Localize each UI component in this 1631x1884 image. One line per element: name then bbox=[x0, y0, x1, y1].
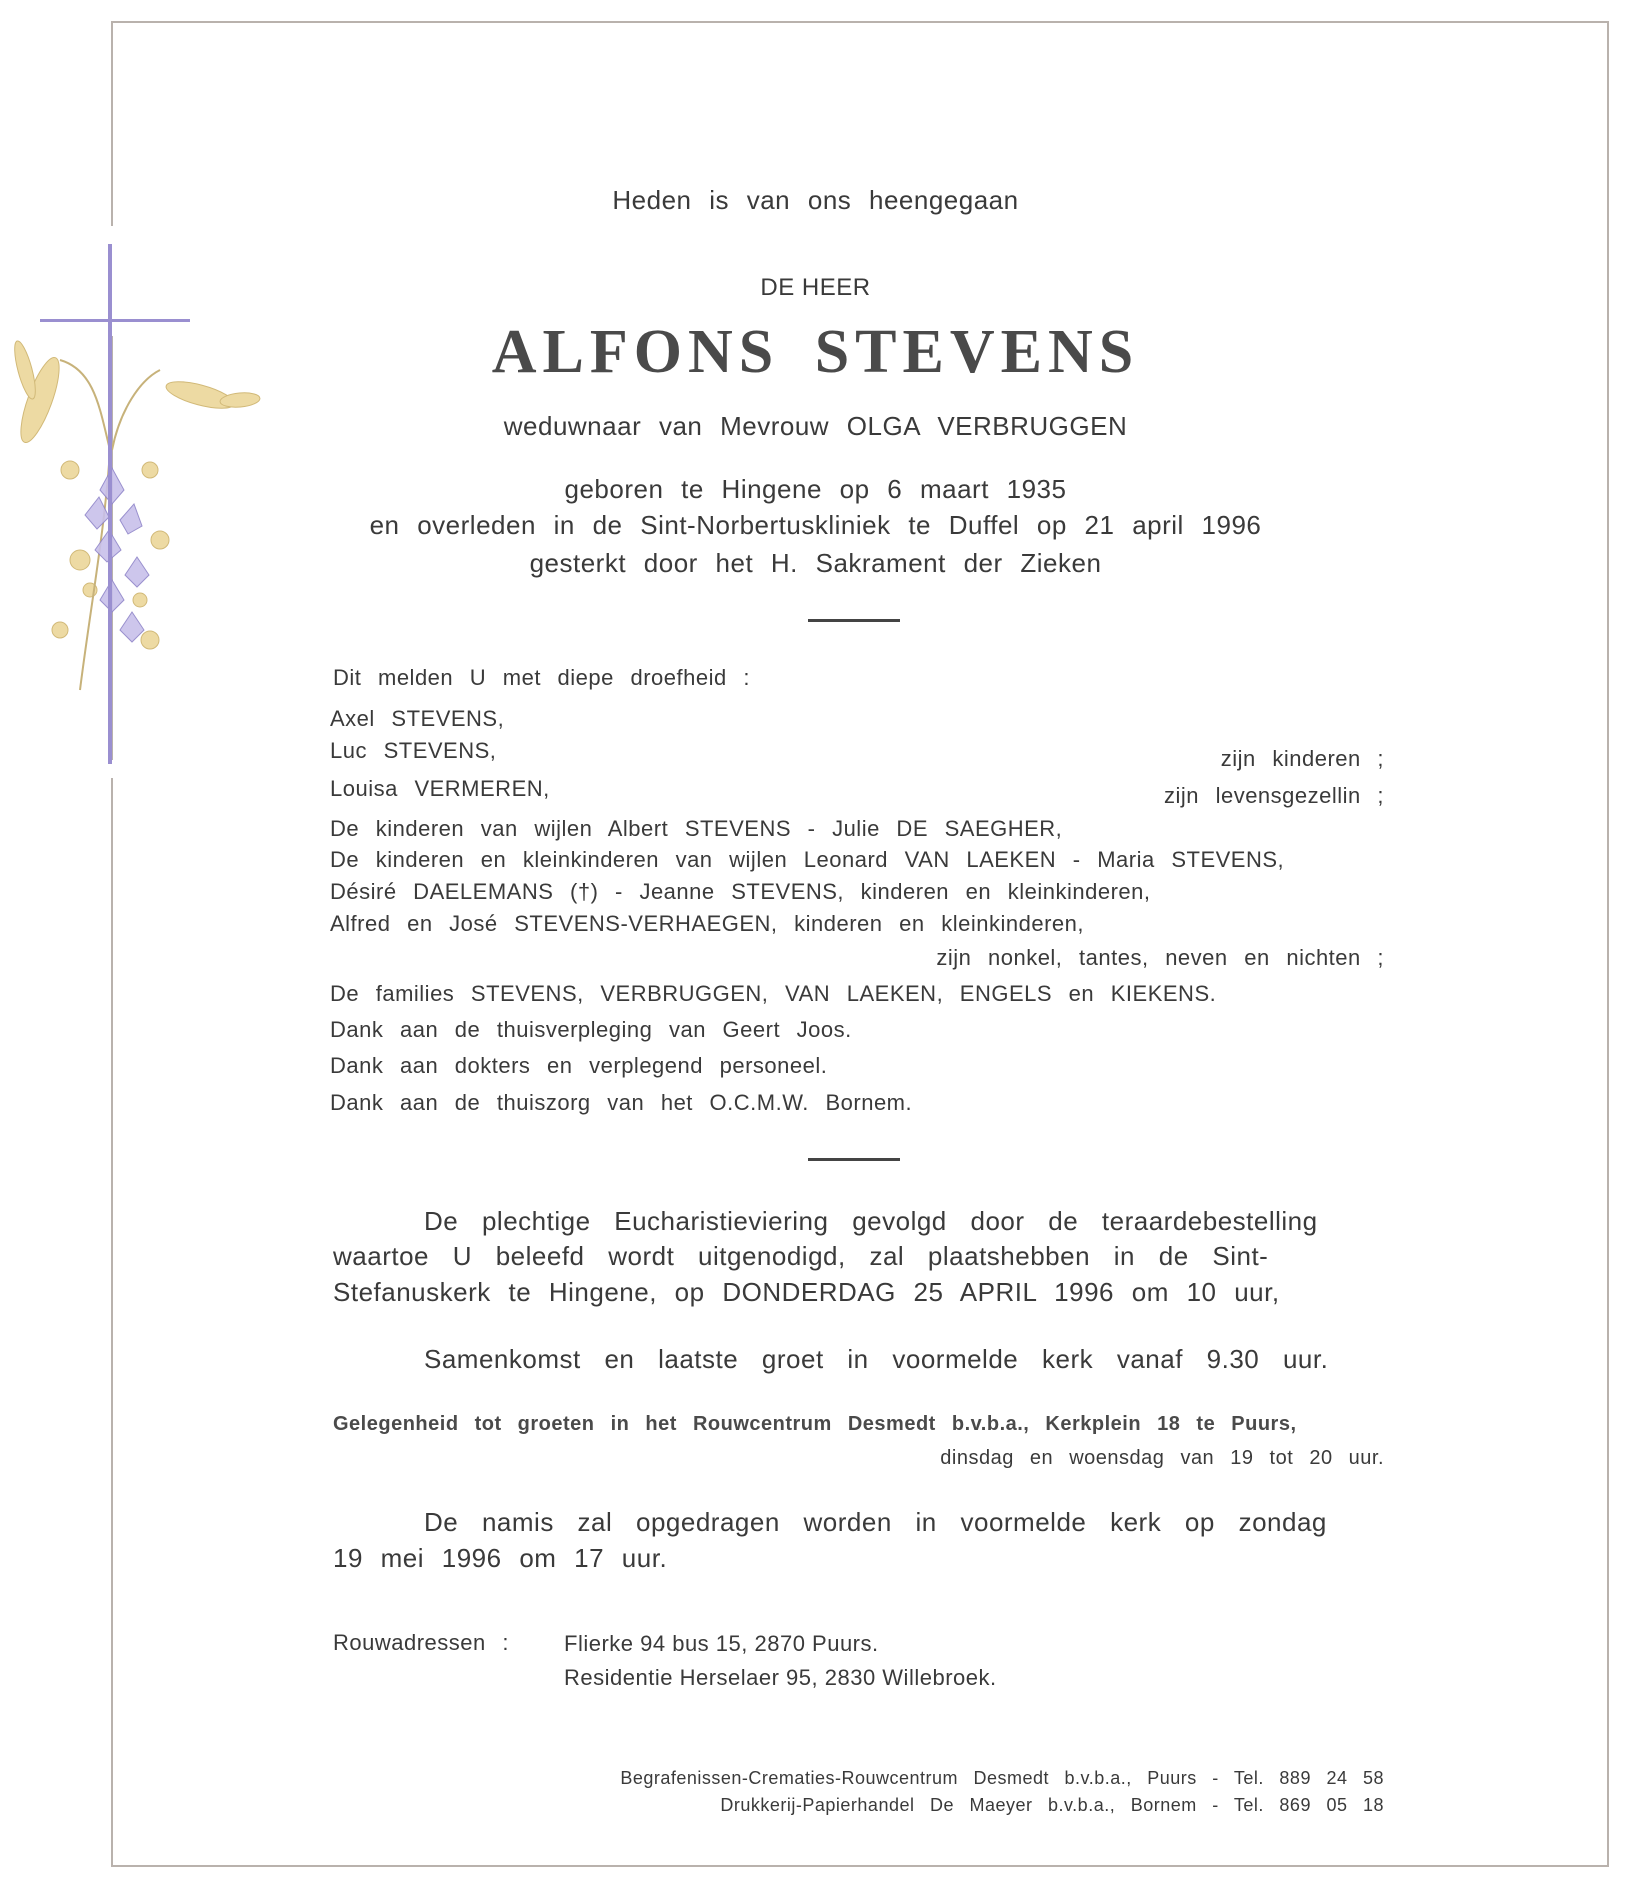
printer-credit: Drukkerij-Papierhandel De Maeyer b.v.b.a., Bornem - Tel. 869 05 18 bbox=[720, 1795, 1384, 1815]
gathering-line: Samenkomst en laatste groet in voormelde kerk vanaf 9.30 uur. bbox=[424, 1344, 1329, 1374]
mass-line: De plechtige Eucharistieviering gevolgd door de teraardebestelling bbox=[424, 1206, 1318, 1236]
announcement-intro: Dit melden U met diepe droefheid : bbox=[333, 665, 750, 690]
visitation-line: Gelegenheid tot groeten in het Rouwcentrum Desmedt b.v.b.a., Kerkplein 18 te Puurs, bbox=[333, 1413, 1297, 1435]
birth-line: geboren te Hingene op 6 maart 1935 bbox=[564, 474, 1067, 504]
address-line: Flierke 94 bus 15, 2870 Puurs. bbox=[564, 1631, 879, 1656]
relation-relatives: zijn nonkel, tantes, neven en nichten ; bbox=[936, 945, 1384, 970]
funeral-home-credit: Begrafenissen-Crematies-Rouwcentrum Desmedt b.v.b.a., Puurs - Tel. 889 24 58 bbox=[620, 1768, 1384, 1788]
thanks-line: Dank aan dokters en verplegend personeel. bbox=[330, 1053, 828, 1078]
intro-text: Heden is van ons heengegaan bbox=[612, 185, 1019, 215]
address-line: Residentie Herselaer 95, 2830 Willebroek. bbox=[564, 1665, 997, 1690]
family-line: Axel STEVENS, bbox=[330, 706, 505, 731]
family-line: Louisa VERMEREN, bbox=[330, 776, 550, 801]
relation-partner: zijn levensgezellin ; bbox=[1163, 783, 1384, 808]
widower-line: weduwnaar van Mevrouw OLGA VERBRUGGEN bbox=[503, 411, 1128, 441]
family-line: Désiré DAELEMANS (†) - Jeanne STEVENS, kinderen en kleinkinderen, bbox=[330, 879, 1151, 904]
family-line: Luc STEVENS, bbox=[330, 738, 497, 763]
addresses-label: Rouwadressen : bbox=[333, 1630, 509, 1655]
requiem-line: De namis zal opgedragen worden in voormelde kerk op zondag bbox=[424, 1507, 1327, 1537]
death-line: en overleden in de Sint-Norbertuskliniek te Duffel op 21 april 1996 bbox=[369, 510, 1262, 540]
mass-line: Stefanuskerk te Hingene, op DONDERDAG 25 APRIL 1996 om 10 uur, bbox=[333, 1277, 1280, 1307]
family-line: De kinderen en kleinkinderen van wijlen Leonard VAN LAEKEN - Maria STEVENS, bbox=[330, 847, 1285, 872]
border-gap bbox=[104, 760, 120, 778]
relation-children: zijn kinderen ; bbox=[1220, 746, 1384, 771]
honorific: DE HEER bbox=[760, 274, 871, 301]
thanks-line: Dank aan de thuisverpleging van Geert Joos. bbox=[330, 1017, 852, 1042]
family-line: De kinderen van wijlen Albert STEVENS - Julie DE SAEGHER, bbox=[330, 816, 1063, 841]
sacrament-line: gesterkt door het H. Sakrament der Zieken bbox=[529, 548, 1102, 578]
thanks-line: Dank aan de thuiszorg van het O.C.M.W. Bornem. bbox=[330, 1090, 913, 1115]
mass-line: waartoe U beleefd wordt uitgenodigd, zal plaatshebben in de Sint- bbox=[333, 1241, 1269, 1271]
divider bbox=[808, 1158, 900, 1161]
deceased-name: ALFONS STEVENS bbox=[491, 318, 1140, 386]
family-line: De families STEVENS, VERBRUGGEN, VAN LAEKEN, ENGELS en KIEKENS. bbox=[330, 981, 1217, 1006]
requiem-line: 19 mei 1996 om 17 uur. bbox=[333, 1543, 668, 1573]
visitation-times: dinsdag en woensdag van 19 tot 20 uur. bbox=[940, 1447, 1384, 1469]
family-line: Alfred en José STEVENS-VERHAEGEN, kinderen en kleinkinderen, bbox=[330, 911, 1084, 936]
divider bbox=[808, 619, 900, 622]
